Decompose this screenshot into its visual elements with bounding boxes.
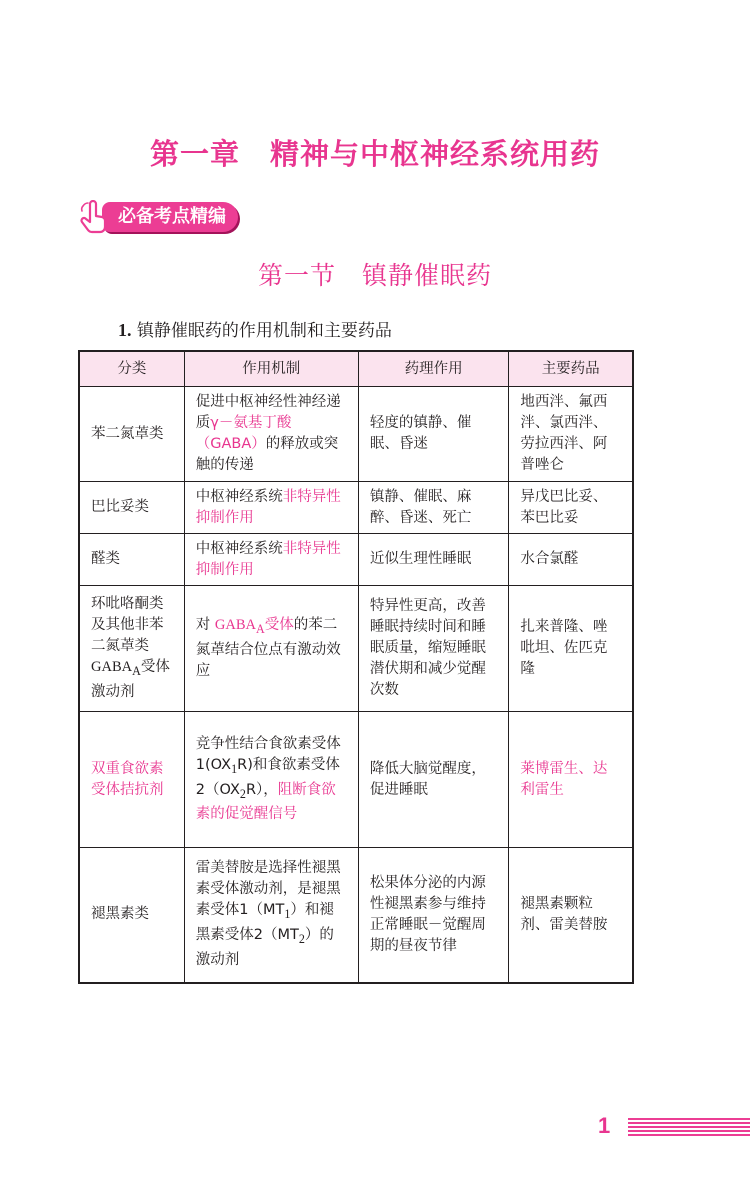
cell-category: 苯二氮䓬类 <box>79 387 184 482</box>
cell-category: 双重食欲素受体拮抗剂 <box>79 712 184 848</box>
cell-category: 巴比妥类 <box>79 482 184 534</box>
table-row <box>79 482 633 534</box>
cell-mechanism: 促进中枢神经性神经递质γ－氨基丁酸（GABA）的释放或突触的传递 <box>184 387 358 482</box>
cell-drugs: 水合氯醛 <box>509 534 633 586</box>
cell-mechanism: 中枢神经系统非特异性抑制作用 <box>184 482 358 534</box>
cell-effect: 镇静、催眠、麻醉、昏迷、死亡 <box>358 482 509 534</box>
table-row <box>79 712 633 848</box>
cell-drugs: 扎来普隆、唑吡坦、佐匹克隆 <box>509 586 633 712</box>
table-row <box>79 387 633 482</box>
cell-mechanism: 对 $GABA_A$受体的苯二氮䓬结合位点有激动效应 <box>184 586 358 712</box>
subheading-number: 1. <box>118 320 132 340</box>
cell-drugs: 地西泮、氟西泮、氯西泮、劳拉西泮、阿普唑仑 <box>509 387 633 482</box>
cell-category: 环吡咯酮类及其他非苯二氮䓬类$GABA_A$受体激动剂 <box>79 586 184 712</box>
cell-effect: 松果体分泌的内源性褪黑素参与维持正常睡眠－觉醒周期的昼夜节律 <box>358 848 509 983</box>
pointing-hand-icon <box>78 200 112 234</box>
cell-drugs: 莱博雷生、达利雷生 <box>509 712 633 848</box>
subheading <box>118 316 392 341</box>
drug-table <box>78 350 634 984</box>
header-category: 分类 <box>79 351 184 387</box>
cell-mechanism: 中枢神经系统非特异性抑制作用 <box>184 534 358 586</box>
section-badge <box>78 200 238 234</box>
header-effect: 药理作用 <box>358 351 509 387</box>
section-title: 第一节 镇静催眠药 <box>257 261 492 290</box>
table-row <box>79 534 633 586</box>
cell-mechanism: 竞争性结合食欲素受体$1(OX_1R)$和食欲素受体$2(OX_2R)$，阻断食欲素的促觉醒信号 <box>184 712 358 848</box>
subheading-text: 镇静催眠药的作用机制和主要药品 <box>136 321 392 341</box>
table-row <box>79 848 633 983</box>
cell-category: 褪黑素类 <box>79 848 184 983</box>
page-number: 1 <box>598 1113 611 1138</box>
header-mechanism: 作用机制 <box>184 351 358 387</box>
chapter-title: 第一章 精神与中枢神经系统用药 <box>149 137 600 171</box>
cell-effect: 降低大脑觉醒度，促进睡眠 <box>358 712 509 848</box>
table-header-row <box>79 351 633 387</box>
cell-effect: 特异性更高，改善睡眠持续时间和睡眠质量，缩短睡眠潜伏期和减少觉醒次数 <box>358 586 509 712</box>
table-row <box>79 586 633 712</box>
cell-category: 醛类 <box>79 534 184 586</box>
cell-mechanism: 雷美替胺是选择性褪黑素受体激动剂，是褪黑素受体$1(MT_1)$和褪黑素受体$2(MT_2)$的激动剂 <box>184 848 358 983</box>
badge-label: 必备考点精编 <box>102 202 238 232</box>
header-drugs: 主要药品 <box>509 351 633 387</box>
cell-drugs: 褪黑素颗粒剂、雷美替胺 <box>509 848 633 983</box>
page-number-decoration <box>628 1118 750 1138</box>
cell-effect: 近似生理性睡眠 <box>358 534 509 586</box>
cell-effect: 轻度的镇静、催眠、昏迷 <box>358 387 509 482</box>
cell-drugs: 异戊巴比妥、苯巴比妥 <box>509 482 633 534</box>
